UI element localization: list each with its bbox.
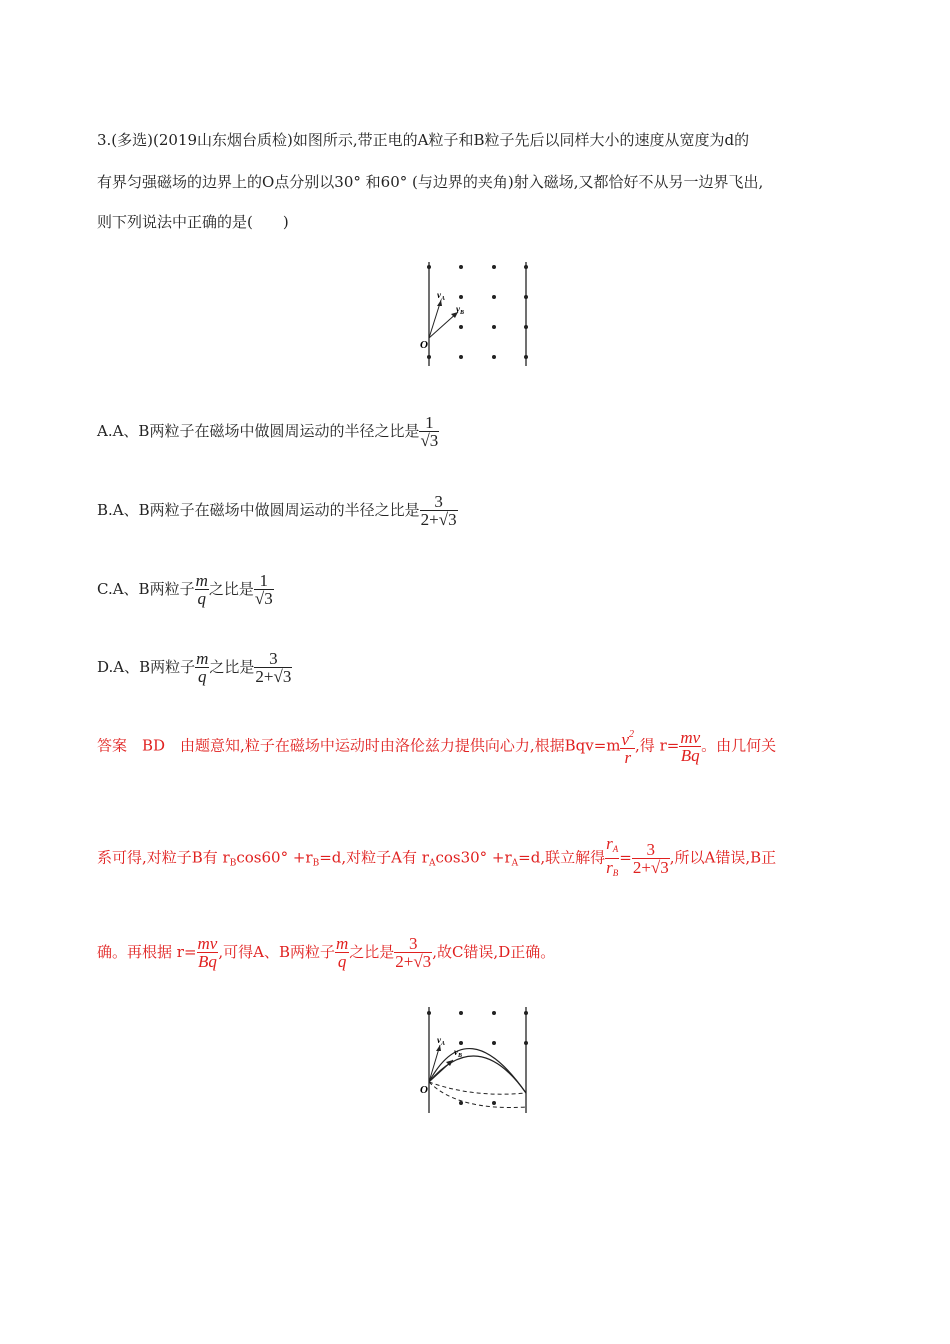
figure-2-va-label: v xyxy=(437,1035,441,1045)
svg-text:vA: $v_A$ xyxy=(437,1035,446,1047)
answer-v2-over-r: $\frac{v^2}{r}$ xyxy=(621,729,635,767)
answer-mv-over-bq: $\frac{mv}{Bq}$ xyxy=(680,727,701,765)
answer-line-2: 系可得,对粒子B有 $r_B\cos 60^\circ +r_B=d$,对粒子A有 $r_A\cos 30^\circ +r_A=d$,联立解得 $\frac{r_A}{r_B}$ = $\frac{3}{2+√3}$ ,所以A错误,B正 xyxy=(97,835,776,882)
answer-line-3: 确。再根据 r= $\frac{mv}{Bq}$ ,可得A、B两粒子 $\frac{m}{q}$ 之比是 $\frac{3}{2+√3}$ ,故C错误,D正确。 xyxy=(97,934,556,971)
answer-ratio-fraction: $\frac{3}{2+√3}$ xyxy=(632,839,669,877)
option-d-fraction: $\frac{3}{2+√3}$ xyxy=(255,649,292,686)
question-line-2: 有界匀强磁场的边界上的O点分别以30° 和60° (与边界的夹角)射入磁场,又都恰好不从另一边界飞出, xyxy=(97,173,764,191)
figure-2-trajectories xyxy=(418,1005,538,1117)
figure-1-origin-label: O xyxy=(420,339,428,351)
option-b-fraction: $\frac{3}{2+√3}$ xyxy=(420,492,457,529)
option-d-m-over-q: $\frac{m}{q}$ xyxy=(196,649,209,686)
figure-1-vb-label: v xyxy=(456,304,460,314)
option-d: D.A、B两粒子 $\frac{m}{q}$ 之比是 $\frac{3}{2+√3}$ xyxy=(97,649,292,686)
figure-1-magnetic-field xyxy=(418,258,538,370)
option-c: C.A、B两粒子 $\frac{m}{q}$ 之比是 $\frac{1}{√3}$ xyxy=(97,571,273,608)
option-c-m-over-q: $\frac{m}{q}$ xyxy=(195,571,208,608)
option-a-fraction: $\frac{1}{√3}$ xyxy=(420,413,439,450)
figure-1-va-label: v xyxy=(437,290,441,300)
answer-line-1: 答案 BD 由题意知,粒子在磁场中运动时由洛伦兹力提供向心力,根据Bqv=m $\frac{v^2}{r}$ ,得 r= $\frac{mv}{Bq}$ 。由几何关 xyxy=(97,727,777,767)
svg-text:vA: $v_A$ xyxy=(437,290,446,302)
answer-m-over-q: $\frac{m}{q}$ xyxy=(335,934,349,971)
answer-final-fraction: $\frac{3}{2+√3}$ xyxy=(395,934,432,971)
option-a: A.A、B两粒子在磁场中做圆周运动的半径之比是 $\frac{1}{√3}$ xyxy=(97,413,439,450)
answer-r-formula: $\frac{mv}{Bq}$ xyxy=(197,934,218,971)
figure-2-vb-label: v xyxy=(454,1047,458,1057)
figure-2-origin-label: O xyxy=(420,1084,428,1096)
svg-text:vB: $v_B$ xyxy=(456,304,465,316)
answer-ra-over-rb: $\frac{r_A}{r_B}$ xyxy=(605,835,619,882)
svg-text:vB: $v_B$ xyxy=(454,1047,463,1059)
option-b: B.A、B两粒子在磁场中做圆周运动的半径之比是 $\frac{3}{2+√3}$ xyxy=(97,492,457,529)
question-line-3: 则下列说法中正确的是( ) xyxy=(97,213,289,231)
option-c-fraction: $\frac{1}{√3}$ xyxy=(254,571,273,608)
question-line-1: 3.(多选)(2019山东烟台质检)如图所示,带正电的A粒子和B粒子先后以同样大小的速度从宽度为d的 xyxy=(97,131,750,149)
